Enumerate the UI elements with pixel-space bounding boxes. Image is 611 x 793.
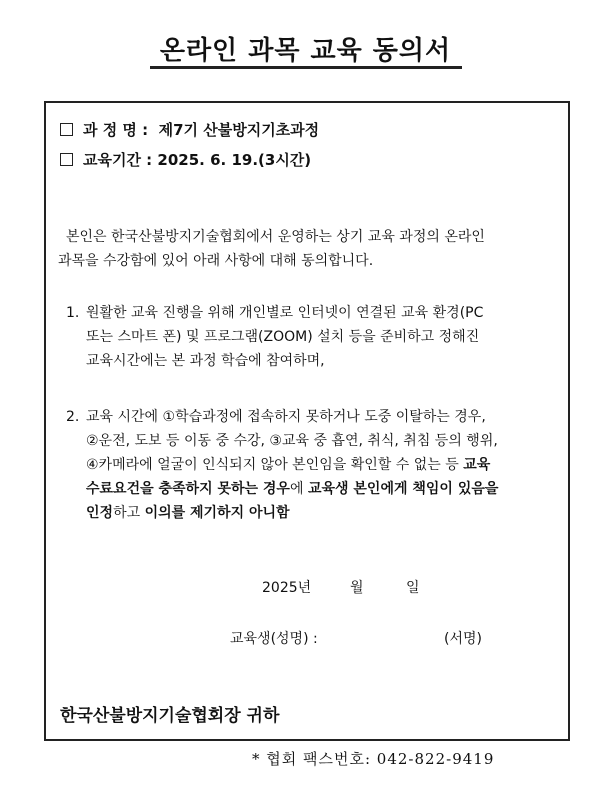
clause-2-emphasis: 교육생 본인에게 책임이 있음을	[307, 481, 499, 497]
clause-1-line: 교육시간에는 본 과정 학습에 참여하며,	[86, 353, 325, 369]
clause-2-line	[86, 453, 498, 477]
fax-note: * 협회 팩스번호: 042-822-9419	[252, 750, 495, 768]
clause-2-text: 하고	[113, 505, 145, 521]
signature-mark: (서명)	[444, 631, 482, 647]
clause-2	[86, 405, 498, 525]
course-label: 과 정 명 :	[83, 121, 149, 139]
intro-line-2: 과목을 수강함에 있어 아래 사항에 대해 동의합니다.	[58, 253, 374, 269]
clause-1-line: 또는 스마트 폰) 및 프로그램(ZOOM) 설치 등을 준비하고 정해진	[86, 329, 480, 345]
trainee-name-label: 교육생(성명) :	[230, 631, 318, 647]
clause-2-line	[86, 477, 498, 501]
recipient: 한국산불방지기술협회장 귀하	[60, 706, 280, 726]
course-value: 제7기 산불방지기초과정	[158, 121, 320, 139]
date-day: 일	[406, 580, 420, 596]
clause-1	[86, 301, 483, 373]
course-period-row	[60, 149, 311, 170]
clause-2-text: ④카메라에 얼굴이 인식되지 않아 본인임을 확인할 수 없는 등	[86, 457, 464, 473]
date-month: 월	[350, 580, 364, 596]
period-label: 교육기간 :	[83, 151, 153, 169]
clause-1-line: 원활한 교육 진행을 위해 개인별로 인터넷이 연결된 교육 환경(PC	[86, 305, 484, 321]
clause-2-text: 에	[289, 481, 308, 497]
title-underline	[150, 66, 462, 69]
clause-2-emphasis: 수료요건을 충족하지 못하는 경우	[86, 481, 290, 497]
checkbox-period[interactable]	[60, 153, 73, 166]
intro-line-1: 본인은 한국산불방지기술협회에서 운영하는 상기 교육 과정의 온라인	[66, 229, 485, 245]
clause-2-emphasis: 인정	[86, 505, 114, 521]
page-title: 온라인 과목 교육 동의서	[159, 36, 452, 66]
clause-2-number: 2.	[66, 409, 80, 425]
clause-2-emphasis: 교육	[463, 457, 491, 473]
date-year: 2025년	[262, 580, 312, 596]
clause-2-line: 교육 시간에 ①학습과정에 접속하지 못하거나 도중 이탈하는 경우,	[86, 409, 486, 425]
clause-1-number: 1.	[66, 305, 80, 321]
clause-2-line	[86, 501, 498, 525]
course-name-row	[60, 119, 319, 140]
period-value: 2025. 6. 19.(3시간)	[157, 151, 312, 169]
checkbox-course[interactable]	[60, 123, 73, 136]
clause-2-emphasis: 이의를 제기하지 아니함	[144, 505, 290, 521]
clause-2-line: ②운전, 도보 등 이동 중 수강, ③교육 중 흡연, 취식, 취침 등의 행위,	[86, 433, 498, 449]
intro-paragraph	[58, 225, 485, 273]
